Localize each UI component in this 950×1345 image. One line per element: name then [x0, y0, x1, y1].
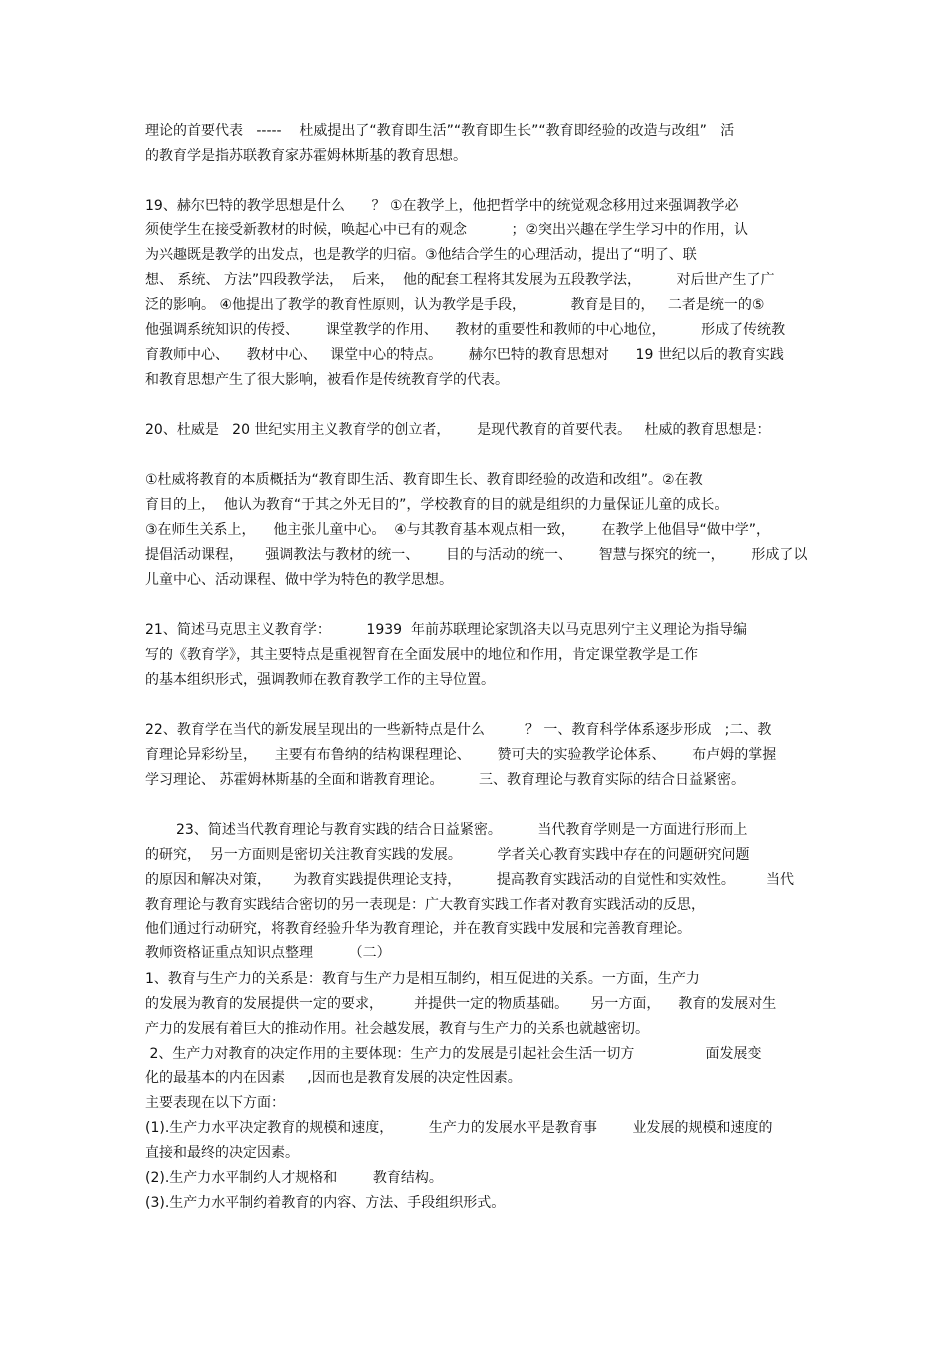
text-line: 的基本组织形式，强调教师在教育教学工作的主导位置。	[145, 672, 495, 688]
text-line: 的教育学是指苏联教育家苏霍姆林斯基的教育思想。	[145, 148, 467, 164]
text-line: 写的《教育学》，其主要特点是重视智育在全面发展中的地位和作用，肯定课堂教学是工作	[145, 647, 698, 663]
list-item: (1).生产力水平决定教育的规模和速度， 生产力的发展水平是教育事 业发展的规模和速度的	[145, 1120, 773, 1136]
text-line: 须使学生在接受新教材的时候，唤起心中已有的观念 ；②突出兴趣在学生学习中的作用，认	[145, 222, 749, 238]
text-line: 育理论异彩纷呈， 主要有布鲁纳的结构课程理论、 赞可夫的实验教学论体系、 布卢姆的掌握	[145, 747, 777, 763]
text-line: 儿童中心、活动课程、做中学为特色的教学思想。	[145, 572, 453, 588]
text-line: 2、生产力对教育的决定作用的主要体现：生产力的发展是引起社会生活一切方 面发展变	[145, 1046, 762, 1062]
text-line: 1、教育与生产力的关系是：教育与生产力是相互制约，相互促进的关系。一方面，生产力	[145, 971, 700, 987]
text-line: 教育理论与教育实践结合密切的另一表现是：广大教育实践工作者对教育实践活动的反思，	[145, 897, 705, 913]
text-line: 想、 系统、 方法”四段教学法， 后来， 他的配套工程将其发展为五段教学法， 对后世产生了广	[145, 272, 775, 288]
text-line: 23、简述当代教育理论与教育实践的结合日益紧密。 当代教育学则是一方面进行形而上	[176, 822, 748, 838]
text-line: ①杜威将教育的本质概括为“教育即生活、教育即生长、教育即经验的改造和改组”。②在教	[145, 472, 703, 488]
text-line: 的研究， 另一方面则是密切关注教育实践的发展。 学者关心教育实践中存在的问题研究问题	[145, 847, 750, 863]
text-line: 他们通过行动研究，将教育经验升华为教育理论，并在教育实践中发展和完善教育理论。	[145, 921, 691, 937]
list-item: (2).生产力水平制约人才规格和 教育结构。	[145, 1170, 443, 1186]
text-line: 产力的发展有着巨大的推动作用。社会越发展，教育与生产力的关系也就越密切。	[145, 1021, 649, 1037]
text-line: 直接和最终的决定因素。	[145, 1145, 299, 1161]
text-line: 为兴趣既是教学的出发点，也是教学的归宿。③他结合学生的心理活动，提出了“明了、联	[145, 247, 697, 263]
text-line: 的发展为教育的发展提供一定的要求， 并提供一定的物质基础。 另一方面， 教育的发展对生	[145, 996, 777, 1012]
text-line: 育目的上， 他认为教育“于其之外无目的”，学校教育的目的就是组织的力量保证儿童的成长。	[145, 497, 729, 513]
text-line: 19、赫尔巴特的教学思想是什么 ？ ①在教学上，他把哲学中的统觉观念移用过来强调教学必	[145, 198, 739, 214]
section-heading: 教师资格证重点知识点整理 （二）	[145, 945, 391, 961]
text-line: 他强调系统知识的传授、 课堂教学的作用、 教材的重要性和教师的中心地位， 形成了传统教	[145, 322, 786, 338]
text-line: 学习理论、 苏霍姆林斯基的全面和谐教育理论。 三、教育理论与教育实际的结合日益紧密。	[145, 772, 746, 788]
text-line: 21、简述马克思主义教育学： 1939 年前苏联理论家凯洛夫以马克思列宁主义理论为指导编	[145, 622, 747, 638]
text-line: 泛的影响。 ④他提出了教学的教育性原则，认为教学是手段， 教育是目的， 二者是统一的⑤	[145, 297, 765, 313]
text-line: 主要表现在以下方面：	[145, 1095, 285, 1111]
text-line: 的原因和解决对策， 为教育实践提供理论支持， 提高教育实践活动的自觉性和实效性。 当代	[145, 872, 795, 888]
text-line: 提倡活动课程， 强调教法与教材的统一、 目的与活动的统一、 智慧与探究的统一， 形成了以	[145, 547, 808, 563]
text-line: 化的最基本的内在因素 ,因而也是教育发展的决定性因素。	[145, 1070, 522, 1086]
text-line: 22、教育学在当代的新发展呈现出的一些新特点是什么 ？ 一、教育科学体系逐步形成 ;二、教	[145, 722, 772, 738]
text-line: 理论的首要代表 ----- 杜威提出了“教育即生活”“教育即生长”“教育即经验的改造与改组” 活	[145, 123, 735, 139]
text-line: ③在师生关系上， 他主张儿童中心。 ④与其教育基本观点相一致， 在教学上他倡导“做中学”，	[145, 522, 771, 538]
list-item: (3).生产力水平制约着教育的内容、方法、手段组织形式。	[145, 1195, 506, 1211]
text-line: 和教育思想产生了很大影响，被看作是传统教育学的代表。	[145, 372, 509, 388]
text-line: 育教师中心、 教材中心、 课堂中心的特点。 赫尔巴特的教育思想对 19 世纪以后的教育实践	[145, 347, 784, 363]
text-line: 20、杜威是 20 世纪实用主义教育学的创立者， 是现代教育的首要代表。 杜威的教育思想是：	[145, 422, 771, 438]
